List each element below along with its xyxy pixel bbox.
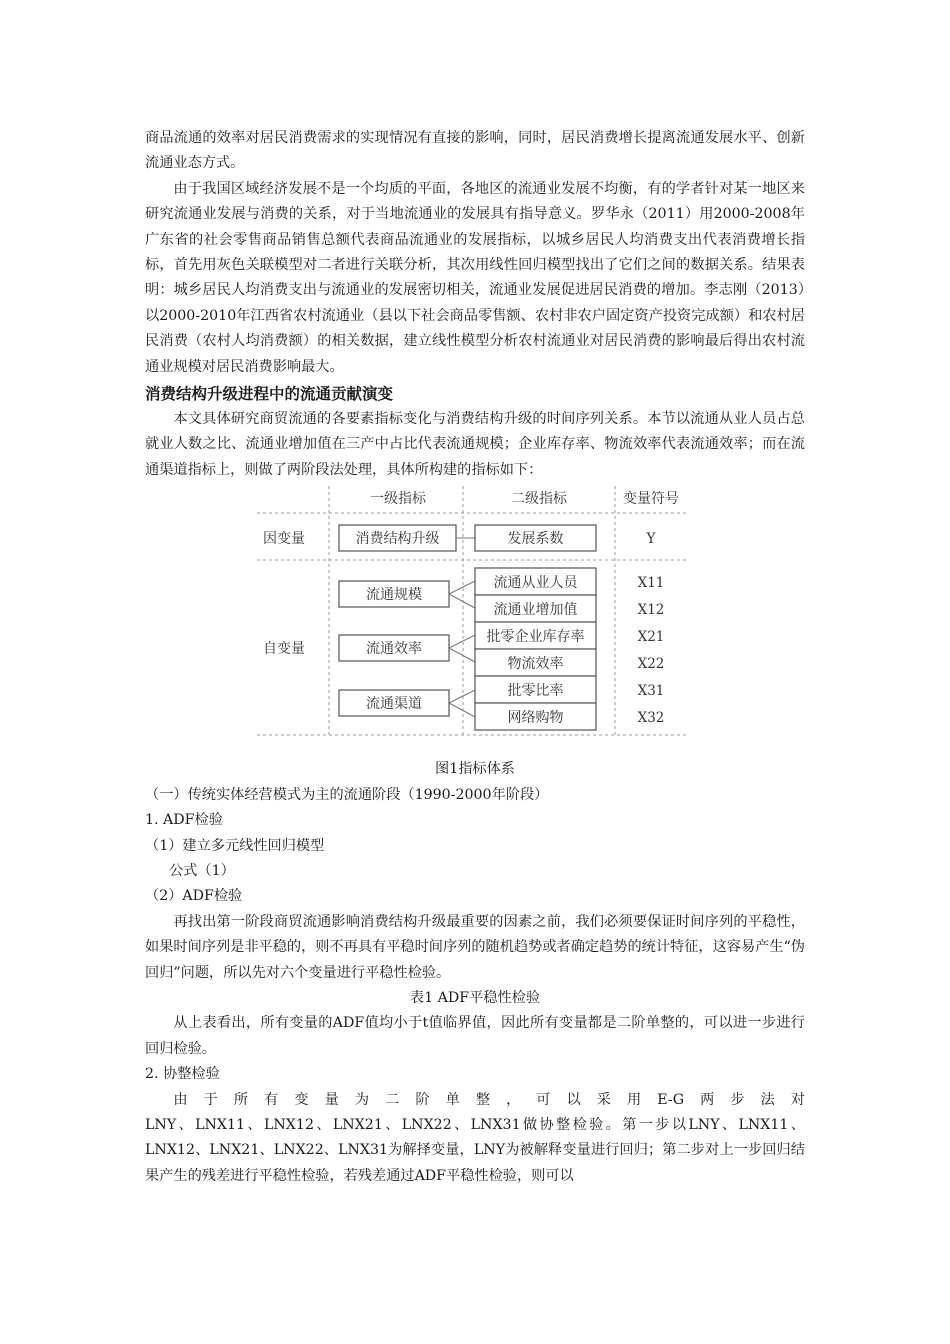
subheading-adf: （2）ADF检验 — [145, 888, 243, 905]
paragraph-5: 从上表看出，所有变量的ADF值均小于t值临界值，因此所有变量都是二阶单整的，可以进一步进行回归检验。 — [145, 1015, 805, 1057]
symbol-label: X12 — [637, 602, 665, 619]
figure-caption: 图1指标体系 — [435, 761, 515, 778]
level2-label: 发展系数 — [507, 531, 564, 548]
connector-line — [449, 594, 475, 608]
symbol-label: X11 — [637, 575, 665, 592]
level1-label: 消费结构升级 — [355, 531, 440, 548]
connector-line — [449, 703, 475, 717]
connector-line — [449, 581, 475, 594]
subheading-regression: （1）建立多元线性回归模型 — [145, 837, 325, 854]
paragraph-2: 由于我国区域经济发展不是一个均质的平面，各地区的流通业发展不均衡，有的学者针对某一地区来研究流通业发展与消费的关系，对于当地流通业的发展具有指导意义。罗华永（2011）用2000-2008年广东省的社会零售商品销售总额代表商品流通业的发展指标，以城乡居民人均消费支出代表消费增长指标，首先用灰色关联模型对二者进行关联分析，其次用线性回归模型找出了它们之间的数据关系。结果表明：城乡居民人均消费支出与流通业的发展密切相关，流通业发展促进居民消费的增加。李志刚（2013）以2000-2010年江西省农村流通业（县以下社会商品零售额、农村非农户固定资产投资完成额）和农村居民消费（农村人均消费额）的相关数据，建立线性模型分析农村流通业对居民消费的影响最后得出农村流通业规模对居民消费影响最大。 — [145, 180, 805, 375]
paragraph-1: 商品流通的效率对居民消费需求的实现情况有直接的影响，同时，居民消费增长提离流通发展水平、创新流通业态方式。 — [145, 130, 805, 172]
connector-line — [449, 635, 475, 648]
adf-heading: 1. ADF检验 — [145, 812, 223, 829]
level1-label: 流通规模 — [366, 587, 422, 604]
paragraph-3: 本文具体研究商贸流通的各要素指标变化与消费结构升级的时间序列关系。本节以流通从业人员占总就业人数之比、流通业增加值在三产中占比代表流通规模；企业库存率、物流效率代表流通效率；而在流通渠道指标上，则做了两阶段法处理，具体所构建的指标如下： — [145, 411, 805, 478]
header-level1: 一级指标 — [370, 491, 426, 508]
document-body — [145, 126, 805, 1189]
level2-label: 网络购物 — [507, 710, 564, 727]
independent-label: 自变量 — [263, 641, 305, 658]
symbol-label: X22 — [637, 656, 665, 673]
header-level2: 二级指标 — [511, 491, 567, 508]
dependent-label: 因变量 — [263, 531, 305, 548]
symbol-label: X31 — [637, 683, 665, 700]
indicator-diagram — [257, 486, 687, 752]
level2-label: 流通从业人员 — [493, 575, 578, 592]
header-symbol: 变量符号 — [623, 491, 679, 508]
paragraph-4: 再找出第一阶段商贸流通影响消费结构升级最重要的因素之前，我们必须要保证时间序列的平稳性，如果时间序列是非平稳的，则不再具有平稳时间序列的随机趋势或者确定趋势的统计特征，这容易产生“伪回归”问题，所以先对六个变量进行平稳性检验。 — [145, 913, 805, 981]
level2-label: 流通业增加值 — [493, 602, 578, 619]
cointegration-heading: 2. 协整检验 — [145, 1066, 220, 1083]
indicator-system-figure — [145, 483, 805, 757]
connector-line — [449, 690, 475, 703]
table-caption: 表1 ADF平稳性检验 — [409, 989, 541, 1006]
stage-1-heading: （一）传统实体经营模式为主的流通阶段（1990-2000年阶段） — [145, 786, 549, 803]
level2-label: 批零比率 — [507, 683, 564, 700]
section-heading: 消费结构升级进程中的流通贡献演变 — [145, 385, 394, 404]
formula-label: 公式（1） — [169, 862, 235, 879]
paragraph-6: LNY、LNX11、LNX12、LNX21、LNX22、LNX31做协整检验。第一步以LNY、LNX11、LNX12、LNX21、LNX22、LNX31为解择变量，LNY为被解释变量进行回归；第二步对上一步回归结果产生的残差进行平稳性检验，若残差通过ADF平稳性检验，则可以 — [145, 1116, 805, 1184]
symbol-label: X21 — [637, 629, 665, 646]
level2-label: 批零企业库存率 — [486, 629, 585, 646]
level2-label: 物流效率 — [507, 656, 564, 673]
level1-label: 流通效率 — [366, 641, 422, 658]
connector-line — [449, 648, 475, 662]
symbol-label: Y — [646, 531, 656, 548]
symbol-label: X32 — [637, 710, 665, 727]
paragraph-6-line-1: 由于所有变量为二阶单整，可以采用E-G两步法对 — [173, 1091, 805, 1108]
level1-label: 流通渠道 — [366, 696, 422, 713]
